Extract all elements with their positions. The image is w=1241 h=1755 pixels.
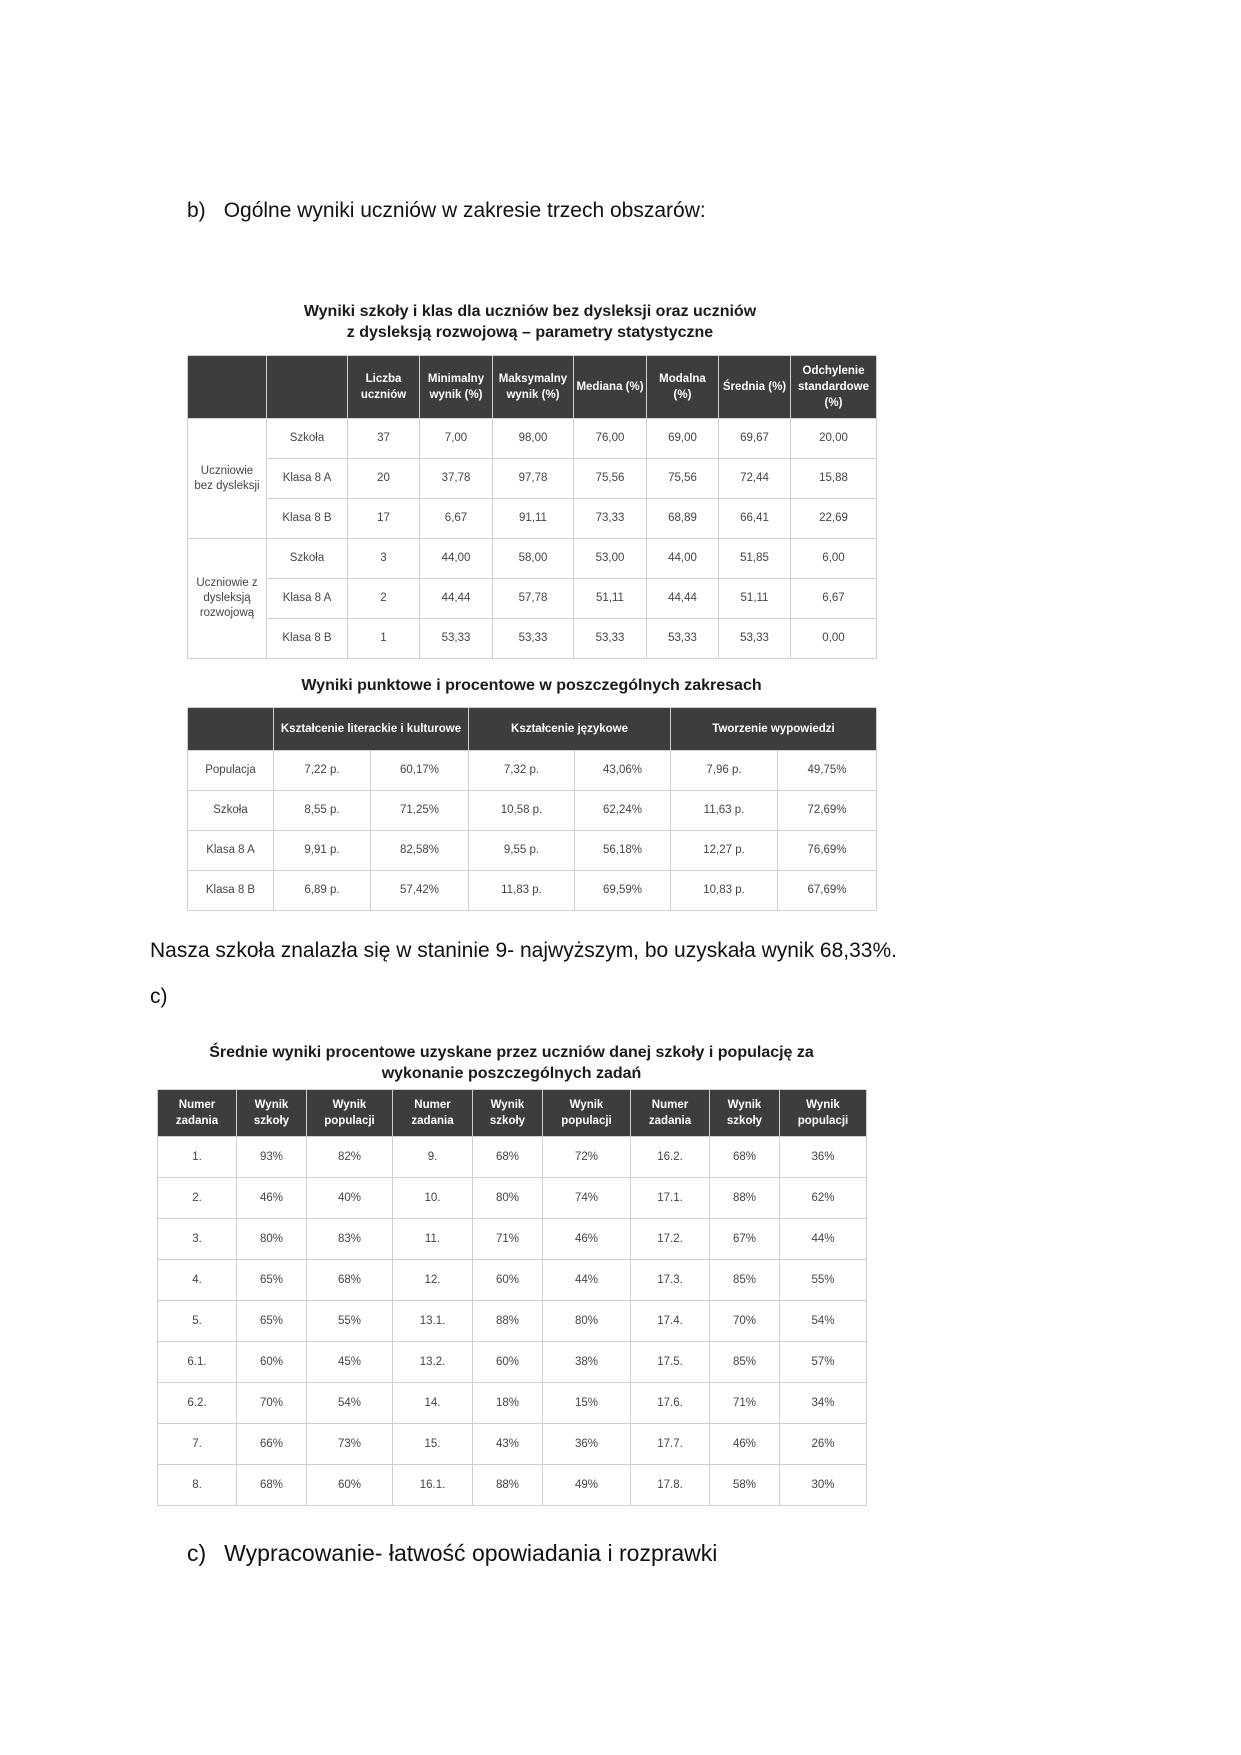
table-cell: 98,00 bbox=[493, 419, 574, 459]
table1-header: Liczba uczniów bbox=[348, 356, 420, 419]
table-cell: 10,58 p. bbox=[469, 791, 575, 831]
group-label: Uczniowie z dysleksją rozwojową bbox=[188, 539, 267, 659]
table-cell: 60% bbox=[237, 1342, 307, 1383]
table-cell: 17 bbox=[348, 499, 420, 539]
table-cell: 44,44 bbox=[420, 579, 493, 619]
table-cell: 15,88 bbox=[791, 459, 877, 499]
table-cell: 72% bbox=[543, 1137, 631, 1178]
table-cell: 53,33 bbox=[574, 619, 647, 659]
table-cell: 13.1. bbox=[393, 1301, 473, 1342]
table-cell: 44,00 bbox=[420, 539, 493, 579]
table-cell: 5. bbox=[158, 1301, 237, 1342]
table-row bbox=[188, 791, 877, 831]
table-cell: 20 bbox=[348, 459, 420, 499]
table3-body bbox=[158, 1137, 867, 1506]
table-cell: 71% bbox=[473, 1219, 543, 1260]
row-label: Szkoła bbox=[267, 419, 348, 459]
table3-header: Numer zadania bbox=[393, 1090, 473, 1137]
table-cell: 3. bbox=[158, 1219, 237, 1260]
table-cell: 2 bbox=[348, 579, 420, 619]
table-cell: 6.2. bbox=[158, 1383, 237, 1424]
table-row bbox=[158, 1178, 867, 1219]
table-cell: 36% bbox=[543, 1424, 631, 1465]
table1-header: Minimalny wynik (%) bbox=[420, 356, 493, 419]
table-cell: 7,32 p. bbox=[469, 751, 575, 791]
table-cell: 37,78 bbox=[420, 459, 493, 499]
table3-title-line1: Średnie wyniki procentowe uzyskane przez uczniów danej szkoły i populację za bbox=[209, 1044, 814, 1061]
table-cell: 68,89 bbox=[647, 499, 719, 539]
table-cell: 75,56 bbox=[574, 459, 647, 499]
table1-header: Średnia (%) bbox=[719, 356, 791, 419]
table-cell: 65% bbox=[237, 1301, 307, 1342]
table-cell: 44,44 bbox=[647, 579, 719, 619]
table-cell: 49,75% bbox=[778, 751, 877, 791]
table-cell: 60% bbox=[473, 1342, 543, 1383]
table-cell: 37 bbox=[348, 419, 420, 459]
section-c2-text: Wypracowanie- łatwość opowiadania i rozprawki bbox=[224, 1540, 718, 1566]
table-cell: 80% bbox=[237, 1219, 307, 1260]
table-row bbox=[158, 1301, 867, 1342]
table-cell: 51,11 bbox=[719, 579, 791, 619]
table-cell: 3 bbox=[348, 539, 420, 579]
table-cell: 60,17% bbox=[371, 751, 469, 791]
section-c2-heading bbox=[187, 1540, 717, 1567]
table2-header: Tworzenie wypowiedzi bbox=[671, 708, 877, 751]
table1-body bbox=[188, 419, 877, 659]
table-cell: 88% bbox=[473, 1301, 543, 1342]
table-cell: 69,67 bbox=[719, 419, 791, 459]
table-cell: 68% bbox=[473, 1137, 543, 1178]
table-cell: 60% bbox=[473, 1260, 543, 1301]
row-label: Populacja bbox=[188, 751, 274, 791]
row-label: Klasa 8 B bbox=[188, 871, 274, 911]
table-cell: 6,00 bbox=[791, 539, 877, 579]
table-cell: 8,55 p. bbox=[274, 791, 371, 831]
table1-title-line2: z dysleksją rozwojową – parametry statystyczne bbox=[346, 324, 714, 341]
table-cell: 8. bbox=[158, 1465, 237, 1506]
table-row bbox=[188, 619, 877, 659]
table-cell: 4. bbox=[158, 1260, 237, 1301]
table2-title: Wyniki punktowe i procentowe w poszczególnych zakresach bbox=[301, 677, 762, 694]
table-cell: 20,00 bbox=[791, 419, 877, 459]
table-cell: 7,00 bbox=[420, 419, 493, 459]
table1-header bbox=[267, 356, 348, 419]
table-cell: 9. bbox=[393, 1137, 473, 1178]
table-cell: 17.6. bbox=[631, 1383, 710, 1424]
table-cell: 54% bbox=[307, 1383, 393, 1424]
table3-title-line2: wykonanie poszczególnych zadań bbox=[381, 1065, 642, 1082]
table-cell: 53,00 bbox=[574, 539, 647, 579]
table-cell: 73,33 bbox=[574, 499, 647, 539]
table-cell: 85% bbox=[710, 1342, 780, 1383]
table-cell: 11. bbox=[393, 1219, 473, 1260]
table-cell: 43,06% bbox=[575, 751, 671, 791]
table-cell: 93% bbox=[237, 1137, 307, 1178]
table-cell: 1 bbox=[348, 619, 420, 659]
table2-header bbox=[188, 708, 274, 751]
table-row bbox=[188, 499, 877, 539]
table-cell: 80% bbox=[473, 1178, 543, 1219]
table-cell: 17.1. bbox=[631, 1178, 710, 1219]
table-cell: 7,22 p. bbox=[274, 751, 371, 791]
table-cell: 40% bbox=[307, 1178, 393, 1219]
table3-title bbox=[157, 1042, 866, 1084]
task-results-table bbox=[157, 1089, 867, 1506]
table-cell: 55% bbox=[307, 1301, 393, 1342]
table-cell: 57,42% bbox=[371, 871, 469, 911]
table-cell: 74% bbox=[543, 1178, 631, 1219]
table-cell: 68% bbox=[307, 1260, 393, 1301]
row-label: Klasa 8 B bbox=[267, 499, 348, 539]
table-row bbox=[158, 1342, 867, 1383]
table2-header-row bbox=[188, 708, 877, 751]
area-results-table bbox=[187, 707, 877, 911]
table1-title bbox=[250, 301, 810, 343]
table-row bbox=[158, 1137, 867, 1178]
statistics-table bbox=[187, 355, 877, 659]
table-cell: 18% bbox=[473, 1383, 543, 1424]
table1-header-row bbox=[188, 356, 877, 419]
table-cell: 60% bbox=[307, 1465, 393, 1506]
table-cell: 57,78 bbox=[493, 579, 574, 619]
table-cell: 7,96 p. bbox=[671, 751, 778, 791]
table-cell: 22,69 bbox=[791, 499, 877, 539]
table-cell: 38% bbox=[543, 1342, 631, 1383]
table-cell: 80% bbox=[543, 1301, 631, 1342]
table-cell: 53,33 bbox=[420, 619, 493, 659]
table-cell: 51,85 bbox=[719, 539, 791, 579]
table-cell: 12,27 p. bbox=[671, 831, 778, 871]
table-cell: 54% bbox=[780, 1301, 867, 1342]
table-row bbox=[188, 539, 877, 579]
stanine-statement: Nasza szkoła znalazła się w staninie 9- najwyższym, bo uzyskała wynik 68,33%. bbox=[150, 939, 897, 962]
row-label: Klasa 8 A bbox=[267, 579, 348, 619]
table-cell: 16.1. bbox=[393, 1465, 473, 1506]
table-cell: 26% bbox=[780, 1424, 867, 1465]
table-cell: 65% bbox=[237, 1260, 307, 1301]
table-cell: 9,91 p. bbox=[274, 831, 371, 871]
table-cell: 53,33 bbox=[493, 619, 574, 659]
table-cell: 51,11 bbox=[574, 579, 647, 619]
table-cell: 11,83 p. bbox=[469, 871, 575, 911]
table-cell: 12. bbox=[393, 1260, 473, 1301]
row-label: Klasa 8 A bbox=[188, 831, 274, 871]
table3-header: Numer zadania bbox=[631, 1090, 710, 1137]
table-cell: 17.2. bbox=[631, 1219, 710, 1260]
section-b-heading bbox=[187, 199, 706, 223]
table-row bbox=[188, 751, 877, 791]
table-cell: 62,24% bbox=[575, 791, 671, 831]
table-cell: 88% bbox=[473, 1465, 543, 1506]
table-cell: 70% bbox=[237, 1383, 307, 1424]
table-cell: 6.1. bbox=[158, 1342, 237, 1383]
table-cell: 82% bbox=[307, 1137, 393, 1178]
table-cell: 66,41 bbox=[719, 499, 791, 539]
table-cell: 46% bbox=[710, 1424, 780, 1465]
row-label: Klasa 8 B bbox=[267, 619, 348, 659]
table-cell: 69,00 bbox=[647, 419, 719, 459]
table-cell: 9,55 p. bbox=[469, 831, 575, 871]
table-cell: 17.4. bbox=[631, 1301, 710, 1342]
table-row bbox=[188, 419, 877, 459]
table-row bbox=[158, 1465, 867, 1506]
table-cell: 36% bbox=[780, 1137, 867, 1178]
table-cell: 6,67 bbox=[791, 579, 877, 619]
table-cell: 76,69% bbox=[778, 831, 877, 871]
section-c-label: c) bbox=[150, 985, 168, 1008]
row-label: Szkoła bbox=[267, 539, 348, 579]
section-b-marker: b) bbox=[187, 199, 206, 222]
table2-header: Kształcenie literackie i kulturowe bbox=[274, 708, 469, 751]
table3-header: Wynik szkoły bbox=[237, 1090, 307, 1137]
table-cell: 85% bbox=[710, 1260, 780, 1301]
table-cell: 10,83 p. bbox=[671, 871, 778, 911]
table3-header: Wynik szkoły bbox=[473, 1090, 543, 1137]
table-cell: 44,00 bbox=[647, 539, 719, 579]
table3-header: Wynik populacji bbox=[543, 1090, 631, 1137]
table-row bbox=[188, 579, 877, 619]
table-cell: 14. bbox=[393, 1383, 473, 1424]
table-cell: 46% bbox=[543, 1219, 631, 1260]
table-cell: 13.2. bbox=[393, 1342, 473, 1383]
table-cell: 68% bbox=[710, 1137, 780, 1178]
table-cell: 17.5. bbox=[631, 1342, 710, 1383]
table-cell: 55% bbox=[780, 1260, 867, 1301]
section-b-text: Ogólne wyniki uczniów w zakresie trzech obszarów: bbox=[223, 199, 706, 222]
table-cell: 34% bbox=[780, 1383, 867, 1424]
table-cell: 46% bbox=[237, 1178, 307, 1219]
table-row bbox=[158, 1424, 867, 1465]
table1-header bbox=[188, 356, 267, 419]
table-cell: 58,00 bbox=[493, 539, 574, 579]
table3-header: Wynik populacji bbox=[780, 1090, 867, 1137]
table-cell: 15% bbox=[543, 1383, 631, 1424]
table-cell: 91,11 bbox=[493, 499, 574, 539]
table-row bbox=[188, 871, 877, 911]
table-cell: 0,00 bbox=[791, 619, 877, 659]
table-cell: 17.3. bbox=[631, 1260, 710, 1301]
table-cell: 57% bbox=[780, 1342, 867, 1383]
table-cell: 71,25% bbox=[371, 791, 469, 831]
table1-header: Maksymalny wynik (%) bbox=[493, 356, 574, 419]
table3-header: Wynik populacji bbox=[307, 1090, 393, 1137]
table-cell: 71% bbox=[710, 1383, 780, 1424]
table-cell: 72,44 bbox=[719, 459, 791, 499]
section-c2-marker: c) bbox=[187, 1540, 207, 1566]
table-cell: 43% bbox=[473, 1424, 543, 1465]
row-label: Klasa 8 A bbox=[267, 459, 348, 499]
table-cell: 44% bbox=[543, 1260, 631, 1301]
table-cell: 15. bbox=[393, 1424, 473, 1465]
table-cell: 70% bbox=[710, 1301, 780, 1342]
group-label: Uczniowie bez dysleksji bbox=[188, 419, 267, 539]
table1-header: Mediana (%) bbox=[574, 356, 647, 419]
row-label: Szkoła bbox=[188, 791, 274, 831]
table-cell: 83% bbox=[307, 1219, 393, 1260]
table-cell: 67,69% bbox=[778, 871, 877, 911]
table-cell: 11,63 p. bbox=[671, 791, 778, 831]
table-cell: 6,67 bbox=[420, 499, 493, 539]
table-cell: 62% bbox=[780, 1178, 867, 1219]
table-row bbox=[158, 1383, 867, 1424]
table-cell: 58% bbox=[710, 1465, 780, 1506]
table-row bbox=[158, 1260, 867, 1301]
table-cell: 76,00 bbox=[574, 419, 647, 459]
table-cell: 88% bbox=[710, 1178, 780, 1219]
table-row bbox=[188, 459, 877, 499]
table3-header: Numer zadania bbox=[158, 1090, 237, 1137]
table-cell: 69,59% bbox=[575, 871, 671, 911]
table2-header: Kształcenie językowe bbox=[469, 708, 671, 751]
table3-header-row bbox=[158, 1090, 867, 1137]
table-cell: 17.7. bbox=[631, 1424, 710, 1465]
table-cell: 10. bbox=[393, 1178, 473, 1219]
table1-title-line1: Wyniki szkoły i klas dla uczniów bez dysleksji oraz uczniów bbox=[303, 303, 757, 320]
table-cell: 53,33 bbox=[647, 619, 719, 659]
table-cell: 75,56 bbox=[647, 459, 719, 499]
table-cell: 56,18% bbox=[575, 831, 671, 871]
table-cell: 44% bbox=[780, 1219, 867, 1260]
table-cell: 66% bbox=[237, 1424, 307, 1465]
table-row bbox=[188, 831, 877, 871]
table-cell: 72,69% bbox=[778, 791, 877, 831]
table-cell: 7. bbox=[158, 1424, 237, 1465]
table-cell: 82,58% bbox=[371, 831, 469, 871]
table-row bbox=[158, 1219, 867, 1260]
table-cell: 6,89 p. bbox=[274, 871, 371, 911]
table3-header: Wynik szkoły bbox=[710, 1090, 780, 1137]
table-cell: 67% bbox=[710, 1219, 780, 1260]
table-cell: 73% bbox=[307, 1424, 393, 1465]
table-cell: 30% bbox=[780, 1465, 867, 1506]
table-cell: 97,78 bbox=[493, 459, 574, 499]
table-cell: 45% bbox=[307, 1342, 393, 1383]
table-cell: 2. bbox=[158, 1178, 237, 1219]
table-cell: 53,33 bbox=[719, 619, 791, 659]
table2-body bbox=[188, 751, 877, 911]
table-cell: 17.8. bbox=[631, 1465, 710, 1506]
table-cell: 68% bbox=[237, 1465, 307, 1506]
table-cell: 49% bbox=[543, 1465, 631, 1506]
table-cell: 16.2. bbox=[631, 1137, 710, 1178]
table1-header: Odchylenie standardowe (%) bbox=[791, 356, 877, 419]
table1-header: Modalna (%) bbox=[647, 356, 719, 419]
table-cell: 1. bbox=[158, 1137, 237, 1178]
